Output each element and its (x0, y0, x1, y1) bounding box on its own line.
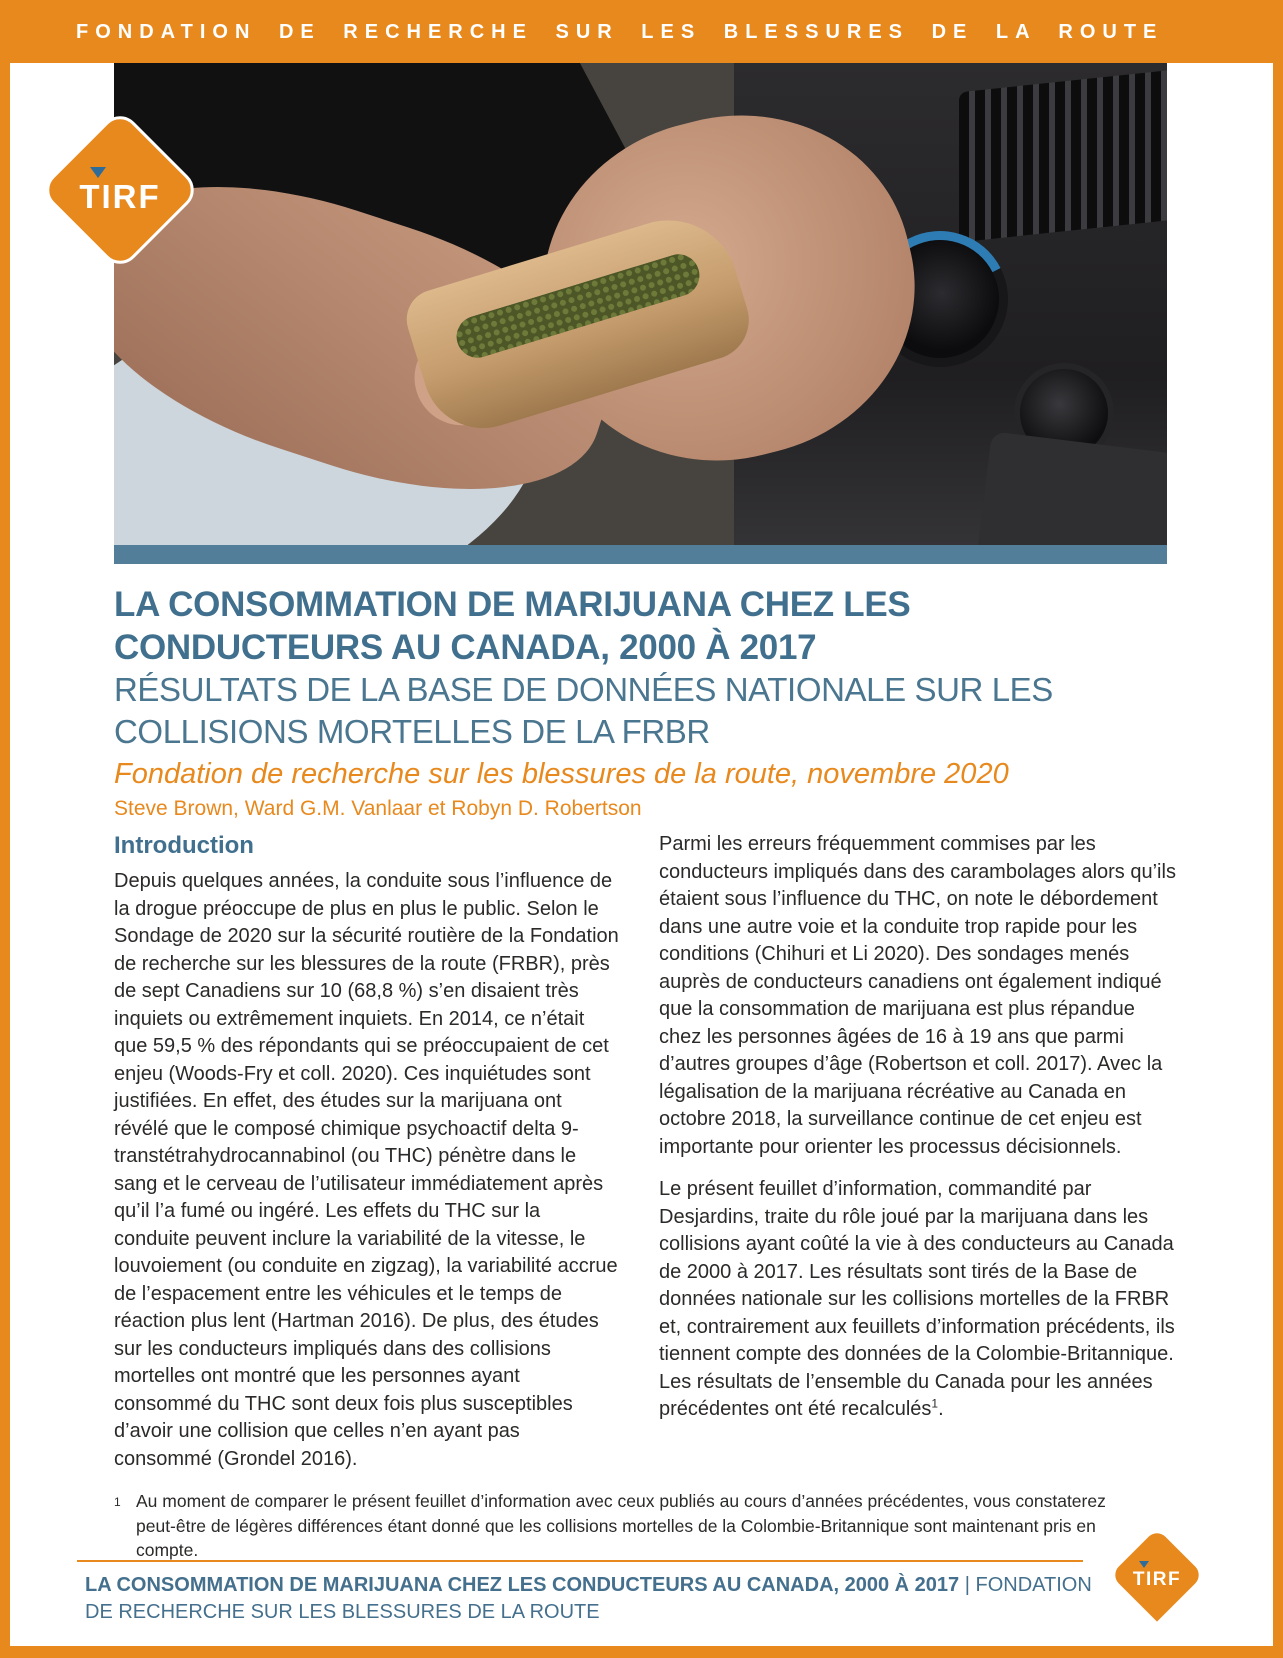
tirf-logo-inner (65, 135, 175, 245)
tirf-logo-text: TIRF (79, 178, 161, 215)
intro-heading: Introduction (114, 832, 254, 859)
hero-photo (114, 63, 1167, 545)
footnote-text: Au moment de comparer le présent feuillet d’information avec ceux publiés au cours d’années précédentes, vous constaterez peut-être de légères différences étant donné que les collisions mortelles de la Colombie-Britannique sont maintenant pris en compte. (136, 1491, 1106, 1560)
doc-source-line: Fondation de recherche sur les blessures de la route, novembre 2020 (114, 758, 1009, 790)
two-column-body (114, 831, 1177, 1473)
right-column (659, 831, 1177, 1473)
footer-tirf-logo-text: TIRF (1132, 1569, 1182, 1590)
photo-vent-shape (959, 70, 1167, 243)
intro-left-paragraph: Depuis quelques années, la conduite sous l’influence de la drogue préoccupe de plus en plus le public. Selon le Sondage de 2020 sur la sécurité routière de la Fondation de recherche sur les blessures de la route (FRBR), près de sept Canadiens sur 10 (68,8 %) s’en disaient très inquiets ou extrêmement inquiets. En 2014, ce n’était que 59,5 % des répondants qui se préoccupaient de cet enjeu (Woods-Fry et coll. 2020). Ces inquiétudes sont justifiées. En effet, des études sur la marijuana ont révélé que le composé chimique psychoactif delta 9-transtétrahydrocannabinol (ou THC) pénètre dans le sang et le cerveau de l’utilisateur immédiatement après qu’il l’a fumé ou ingéré. Les effets du THC sur la conduite peuvent inclure la variabilité de la vitesse, le louvoiement (ou conduite en zigzag), la variabilité accrue de l’espacement entre les véhicules et le temps de réaction plus lent (Hartman 2016). De plus, des études sur les conducteurs impliqués dans des collisions mortelles ont montré que les personnes ayant consommé du THC sont deux fois plus susceptibles d’avoir une collision que celles n’en ayant pas consommé (Grondel 2016). (114, 870, 619, 1470)
footer-tirf-logo-inner (1124, 1542, 1190, 1608)
photo-console-shape (977, 431, 1167, 545)
footer-divider (77, 1560, 1083, 1562)
footnote (114, 1489, 1126, 1563)
footnote-reference: 1 (931, 1396, 939, 1411)
paragraph-2-period: . (938, 1398, 944, 1420)
footer-citation-org: FONDATION DE RECHERCHE SUR LES BLESSURES DE LA ROUTE (85, 1574, 1092, 1623)
intro-right-paragraph-1: Parmi les erreurs fréquemment commises par les conducteurs impliqués dans des carambolages alors qu’ils étaient sous l’influence du THC, on note le débordement dans une autre voie et la conduite trop rapide pour les conditions (Chihuri et Li 2020). Des sondages menés auprès de conducteurs canadiens ont également indiqué que la consommation de marijuana est plus répandue chez les personnes âgées de 16 à 19 ans que parmi d’autres groupes d’âge (Robertson et coll. 2017). Avec la légalisation de la marijuana récréative au Canada en octobre 2018, la surveillance continue de cet enjeu est importante pour orienter les processus décisionnels. (659, 833, 1176, 1158)
page-title-line1: LA CONSOMMATION DE MARIJUANA CHEZ LES (114, 585, 911, 624)
page-title-line2: CONDUCTEURS AU CANADA, 2000 À 2017 (114, 628, 817, 667)
intro-right-paragraph-2 (659, 1176, 1177, 1424)
hero-divider-bar (114, 545, 1167, 564)
footer-citation (85, 1572, 1115, 1626)
page-subtitle-line2: COLLISIONS MORTELLES DE LA FRBR (114, 713, 710, 750)
content-area (10, 63, 1273, 1563)
doc-authors: Steve Brown, Ward G.M. Vanlaar et Robyn D. Robertson (114, 797, 642, 820)
tirf-arrow-icon (90, 167, 106, 178)
footnote-marker: 1 (114, 1495, 121, 1509)
top-banner (10, 0, 1273, 63)
page-subtitle-line1: RÉSULTATS DE LA BASE DE DONNÉES NATIONALE SUR LES (114, 671, 1053, 708)
page-footer (20, 1560, 1263, 1646)
footer-tirf-logo (1110, 1528, 1203, 1621)
left-column (114, 831, 621, 1473)
footer-citation-separator: | (964, 1574, 970, 1596)
title-block (114, 583, 1177, 823)
paragraph-2-text: Le présent feuillet d’information, commandité par Desjardins, traite du rôle joué par la marijuana dans les collisions ayant coûté la vie à des conducteurs au Canada de 2000 à 2017. Les résultats sont tirés de la Base de données nationale sur les collisions mortelles de la FRBR et, contrairement aux feuillets d’information précédents, ils tiennent compte des données de la Colombie-Britannique. Les résultats de l’ensemble du Canada pour les années précédentes ont été recalculés (659, 1178, 1175, 1420)
footer-tirf-arrow-icon (1139, 1561, 1149, 1568)
banner-title: FONDATION DE RECHERCHE SUR LES BLESSURES DE LA ROUTE (76, 21, 1164, 43)
footer-citation-title: LA CONSOMMATION DE MARIJUANA CHEZ LES CONDUCTEURS AU CANADA, 2000 À 2017 (85, 1574, 960, 1596)
